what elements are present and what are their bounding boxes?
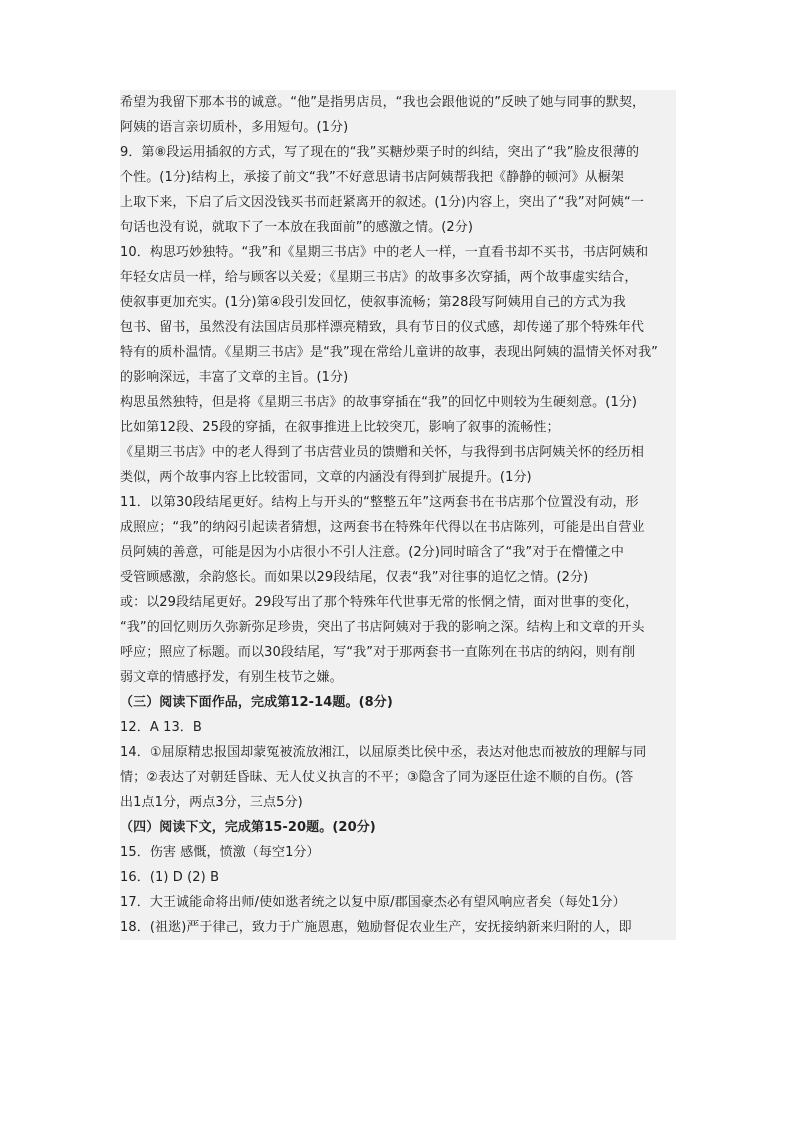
section-heading: （四）阅读下文，完成第15-20题。(20分) <box>120 815 676 840</box>
text-line: 受管顾感激，余韵悠长。而如果以29段结尾，仅表“我”对往事的追忆之情。(2分) <box>120 565 676 590</box>
text-line: 呼应；照应了标题。而以30段结尾，写“我”对于那两套书一直陈列在书店的纳闷，则有削 <box>120 640 676 665</box>
text-line: 出1点1分，两点3分，三点5分) <box>120 790 676 815</box>
text-line: 11．以第30段结尾更好。结构上与开头的“整整五年”这两套书在书店那个位置没有动，形 <box>120 490 676 515</box>
text-line: 年轻女店员一样，给与顾客以关爱；《星期三书店》的故事多次穿插，两个故事虚实结合， <box>120 265 676 290</box>
text-line: 使叙事更加充实。(1分)第④段引发回忆，使叙事流畅；第28段写阿姨用自己的方式为我 <box>120 290 676 315</box>
text-line: 类似，两个故事内容上比较雷同，文章的内涵没有得到扩展提升。(1分) <box>120 465 676 490</box>
text-line: 10．构思巧妙独特。“我”和《星期三书店》中的老人一样，一直看书却不买书，书店阿姨和 <box>120 240 676 265</box>
text-line: 情；②表达了对朝廷昏昧、无人仗义执言的不平；③隐含了同为逐臣仕途不顺的自伤。(答 <box>120 765 676 790</box>
text-line: 个性。(1分)结构上，承接了前文“我”不好意思请书店阿姨帮我把《静静的顿河》从橱架 <box>120 165 676 190</box>
text-line: 句话也没有说，就取下了一本放在我面前”的感激之情。(2分) <box>120 215 676 240</box>
document-page <box>120 90 676 940</box>
text-line: 阿姨的语言亲切质朴，多用短句。(1分) <box>120 115 676 140</box>
section-heading: （三）阅读下面作品，完成第12-14题。(8分) <box>120 690 676 715</box>
text-line: “我”的回忆则历久弥新弥足珍贵，突出了书店阿姨对于我的影响之深。结构上和文章的开头 <box>120 615 676 640</box>
text-line: 上取下来，下启了后文因没钱买书而赶紧离开的叙述。(1分)内容上，突出了“我”对阿姨“一 <box>120 190 676 215</box>
text-line: 15．伤害 感慨，愤激（每空1分） <box>120 840 676 865</box>
text-line: 14．①屈原精忠报国却蒙冤被流放湘江，以屈原类比侯中丞，表达对他忠而被放的理解与同 <box>120 740 676 765</box>
text-line: 成照应；“我”的纳闷引起读者猜想，这两套书在特殊年代得以在书店陈列，可能是出自营业 <box>120 515 676 540</box>
text-line: 比如第12段、25段的穿插，在叙事推进上比较突兀，影响了叙事的流畅性； <box>120 415 676 440</box>
text-line: 17．大王诚能命将出师/使如逖者统之以复中原/郡国豪杰必有望风响应者矣（每处1分） <box>120 890 676 915</box>
text-line: 特有的质朴温情。《星期三书店》是“我”现在常给儿童讲的故事，表现出阿姨的温情关怀对我” <box>120 340 676 365</box>
text-line: 16．(1) D (2) B <box>120 865 676 890</box>
text-line: 9．第⑧段运用插叙的方式，写了现在的“我”买糖炒栗子时的纠结，突出了“我”脸皮很薄的 <box>120 140 676 165</box>
text-line: 12．A 13．B <box>120 715 676 740</box>
text-line: 《星期三书店》中的老人得到了书店营业员的馈赠和关怀，与我得到书店阿姨关怀的经历相 <box>120 440 676 465</box>
text-line: 构思虽然独特，但是将《星期三书店》的故事穿插在“我”的回忆中则较为生硬刻意。(1分) <box>120 390 676 415</box>
text-line: 18．(祖逖)严于律己，致力于广施恩惠，勉励督促农业生产，安抚接纳新来归附的人，即 <box>120 915 676 940</box>
text-line: 弱文章的情感抒发，有别生枝节之嫌。 <box>120 665 676 690</box>
text-line: 员阿姨的善意，可能是因为小店很小不引人注意。(2分)同时暗含了“我”对于在懵懂之中 <box>120 540 676 565</box>
text-line: 包书、留书，虽然没有法国店员那样漂亮精致，具有节日的仪式感，却传递了那个特殊年代 <box>120 315 676 340</box>
text-line: 或：以29段结尾更好。29段写出了那个特殊年代世事无常的怅惘之情，面对世事的变化， <box>120 590 676 615</box>
text-line: 希望为我留下那本书的诚意。“他”是指男店员，“我也会跟他说的”反映了她与同事的默契， <box>120 90 676 115</box>
text-line: 的影响深远，丰富了文章的主旨。(1分) <box>120 365 676 390</box>
